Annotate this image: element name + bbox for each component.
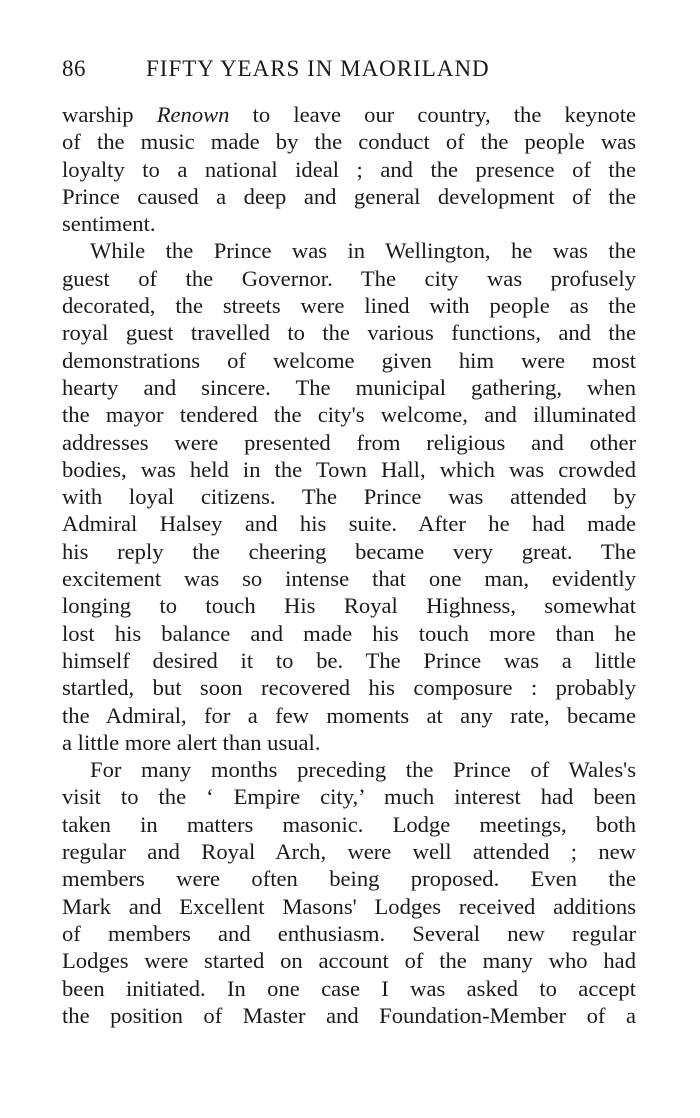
text-line: For many months preceding the Prince of Wales's [90,757,636,783]
text-fragment: to leave our country, the keynote [229,102,637,127]
text-line: loyalty to a national ideal ; and the presence of the [62,156,636,182]
text-line: excitement was so intense that one man, evidently [62,566,636,592]
text-line: himself desired it to be. The Prince was a little [62,647,636,673]
text-line: of the music made by the conduct of the people was [62,129,636,155]
text-line: longing to touch His Royal Highness, somewhat [62,593,636,619]
text-line: sentiment. [62,211,156,237]
ship-name: Renown [156,102,230,127]
text-line: a little more alert than usual. [62,729,321,755]
text-line: the Admiral, for a few moments at any rate, became [62,702,636,728]
text-line: taken in matters masonic. Lodge meetings, both [62,811,636,837]
text-line: bodies, was held in the Town Hall, which was crowded [62,456,636,482]
text-line: While the Prince was in Wellington, he was the [90,238,636,264]
text-line: been initiated. In one case I was asked to accept [62,975,636,1001]
text-line: demonstrations of welcome given him were most [62,347,636,373]
paragraph [62,237,636,756]
text-line: lost his balance and made his touch more than he [62,620,636,646]
text-line: with loyal citizens. The Prince was attended by [62,484,636,510]
text-line: visit to the ‘ Empire city,’ much interest had been [62,784,636,810]
text-line: his reply the cheering became very great. The [62,538,636,564]
text-line: startled, but soon recovered his composure : probably [62,675,636,701]
running-head: FIFTY YEARS IN MAORILAND [146,56,490,81]
page-number: 86 [62,56,86,81]
text-line: Mark and Excellent Masons' Lodges received additions [62,893,636,919]
text-line: members were often being proposed. Even the [62,866,636,892]
text-line [62,101,636,128]
page-header [62,53,638,85]
text-line: decorated, the streets were lined with people as the [62,293,636,319]
text-line: addresses were presented from religious and other [62,429,636,455]
text-fragment: warship [62,102,157,127]
text-line: hearty and sincere. The municipal gathering, when [62,374,636,400]
text-line: Prince caused a deep and general development of the [62,183,636,209]
body-text [62,101,636,1029]
paragraph [62,756,636,1029]
text-line: Admiral Halsey and his suite. After he had made [62,511,636,537]
text-line: guest of the Governor. The city was profusely [62,265,636,291]
text-line: of members and enthusiasm. Several new regular [62,920,636,946]
text-line: Lodges were started on account of the many who had [62,948,636,974]
text-line: royal guest travelled to the various functions, and the [62,320,636,346]
paragraph [62,101,636,237]
text-line: regular and Royal Arch, were well attended ; new [62,839,636,865]
text-line: the position of Master and Foundation-Member of a [62,1002,636,1028]
text-line: the mayor tendered the city's welcome, and illuminated [62,402,636,428]
